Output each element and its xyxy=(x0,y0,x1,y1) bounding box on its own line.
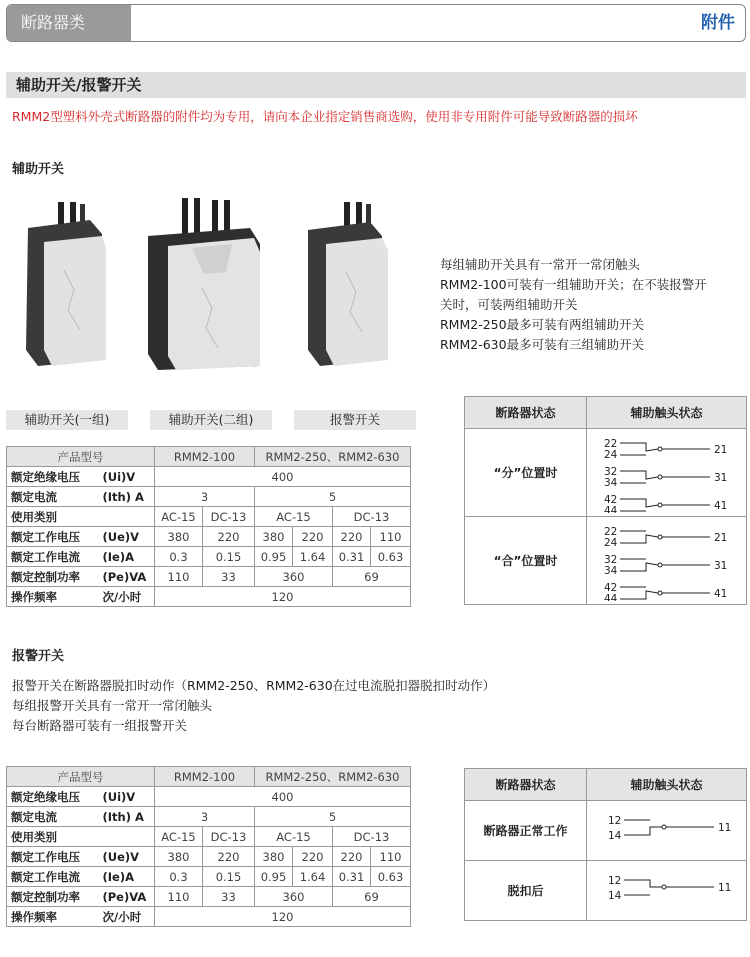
alarm-description: 报警开关在断路器脱扣时动作（RMM2-250、RMM2-630在过电流脱扣器脱扣时动作） 每组报警开关具有一常开一常闭触头 每台断路器可装有一组报警开关 xyxy=(12,678,496,733)
aux-spec-table xyxy=(6,446,411,607)
aux-state-table xyxy=(464,396,747,605)
svg-text:32: 32 xyxy=(603,466,617,478)
svg-text:11: 11 xyxy=(717,882,731,894)
page-header xyxy=(6,4,746,42)
svg-text:44: 44 xyxy=(603,593,617,601)
alarm-state-table xyxy=(464,768,747,921)
table-row: 操作频率 次/小时 120 xyxy=(7,907,411,927)
alarm-switch-photo xyxy=(298,200,398,370)
alarm-contact-diagram-normal xyxy=(592,809,742,849)
alarm-contact-diagram-tripped xyxy=(592,869,742,909)
svg-text:41: 41 xyxy=(713,500,727,512)
table-row: 产品型号 RMM2-100 RMM2-250、RMM2-630 xyxy=(7,767,411,787)
svg-text:11: 11 xyxy=(717,822,731,834)
table-row xyxy=(465,801,747,861)
table-row: 额定工作电压 (Ue)V 380 220 380 220 220 110 xyxy=(7,847,411,867)
table-row: 使用类别 AC-15 DC-13 AC-15 DC-13 xyxy=(7,827,411,847)
table-row: 产品型号 RMM2-100 RMM2-250、RMM2-630 xyxy=(7,447,411,467)
svg-text:14: 14 xyxy=(607,890,621,902)
aux-title: 辅助开关 xyxy=(12,162,65,177)
svg-text:32: 32 xyxy=(603,554,617,566)
svg-text:31: 31 xyxy=(713,560,727,572)
table-row: 额定绝缘电压 (Ui)V 400 xyxy=(7,467,411,487)
table-row: 断路器状态 辅助触头状态 xyxy=(465,397,747,429)
table-row: 操作频率 次/小时 120 xyxy=(7,587,411,607)
section-label: 附件 xyxy=(701,13,735,33)
svg-text:14: 14 xyxy=(607,830,621,842)
state-normal: 断路器正常工作 xyxy=(465,801,587,861)
table-row: 额定工作电流 (Ie)A 0.3 0.15 0.95 1.64 0.31 0.63 xyxy=(7,547,411,567)
svg-text:12: 12 xyxy=(607,875,621,887)
table-row: 额定绝缘电压 (Ui)V 400 xyxy=(7,787,411,807)
svg-text:44: 44 xyxy=(603,505,617,513)
table-row xyxy=(465,517,747,605)
notice-text: RMM2型塑料外壳式断路器的附件均为专用，请向本企业指定销售商选购，使用非专用附件可能导致断路器的损坏 xyxy=(12,109,638,124)
aux-description: 每组辅助开关具有一常开一常闭触头 RMM2-100可装有一组辅助开关；在不装报警开 关时，可装两组辅助开关 RMM2-250最多可装有两组辅助开关 RMM2-630最多可装有三组辅助开关 xyxy=(440,257,707,352)
aux-switch-one-photo xyxy=(14,200,114,370)
table-row xyxy=(465,861,747,921)
svg-text:12: 12 xyxy=(607,815,621,827)
caption-aux-two: 辅助开关(二组) xyxy=(150,410,272,430)
table-row: 额定工作电流 (Ie)A 0.3 0.15 0.95 1.64 0.31 0.63 xyxy=(7,867,411,887)
table-row: 额定电流 (Ith) A 3 5 xyxy=(7,807,411,827)
svg-text:42: 42 xyxy=(603,582,617,594)
contact-group-3 xyxy=(604,494,727,513)
contact-group-3 xyxy=(604,582,727,601)
contact-diagram-off xyxy=(592,429,742,513)
svg-text:34: 34 xyxy=(603,477,617,489)
svg-text:24: 24 xyxy=(603,537,617,549)
aux-switch-two-photo xyxy=(142,198,272,373)
state-off: “分”位置时 xyxy=(465,429,587,517)
caption-alarm: 报警开关 xyxy=(294,410,416,430)
section-title: 辅助开关/报警开关 xyxy=(6,72,746,98)
svg-text:21: 21 xyxy=(713,444,727,456)
table-row: 额定控制功率 (Pe)VA 110 33 360 69 xyxy=(7,567,411,587)
table-row: 额定电流 (Ith) A 3 5 xyxy=(7,487,411,507)
svg-text:31: 31 xyxy=(713,472,727,484)
svg-text:21: 21 xyxy=(713,532,727,544)
svg-text:34: 34 xyxy=(603,565,617,577)
table-row: 额定控制功率 (Pe)VA 110 33 360 69 xyxy=(7,887,411,907)
caption-aux-one: 辅助开关(一组) xyxy=(6,410,128,430)
table-row: 断路器状态 辅助触头状态 xyxy=(465,769,747,801)
svg-text:22: 22 xyxy=(603,438,617,450)
svg-text:42: 42 xyxy=(603,494,617,506)
state-on: “合”位置时 xyxy=(465,517,587,605)
svg-text:24: 24 xyxy=(603,449,617,461)
alarm-spec-table xyxy=(6,766,411,927)
category-label: 断路器类 xyxy=(7,5,131,41)
contact-diagram-on xyxy=(592,517,742,601)
svg-text:41: 41 xyxy=(713,588,727,600)
state-tripped: 脱扣后 xyxy=(465,861,587,921)
svg-text:22: 22 xyxy=(603,526,617,538)
table-row: 额定工作电压 (Ue)V 380 220 380 220 220 110 xyxy=(7,527,411,547)
alarm-title: 报警开关 xyxy=(12,649,65,664)
table-row: 使用类别 AC-15 DC-13 AC-15 DC-13 xyxy=(7,507,411,527)
table-row xyxy=(465,429,747,517)
